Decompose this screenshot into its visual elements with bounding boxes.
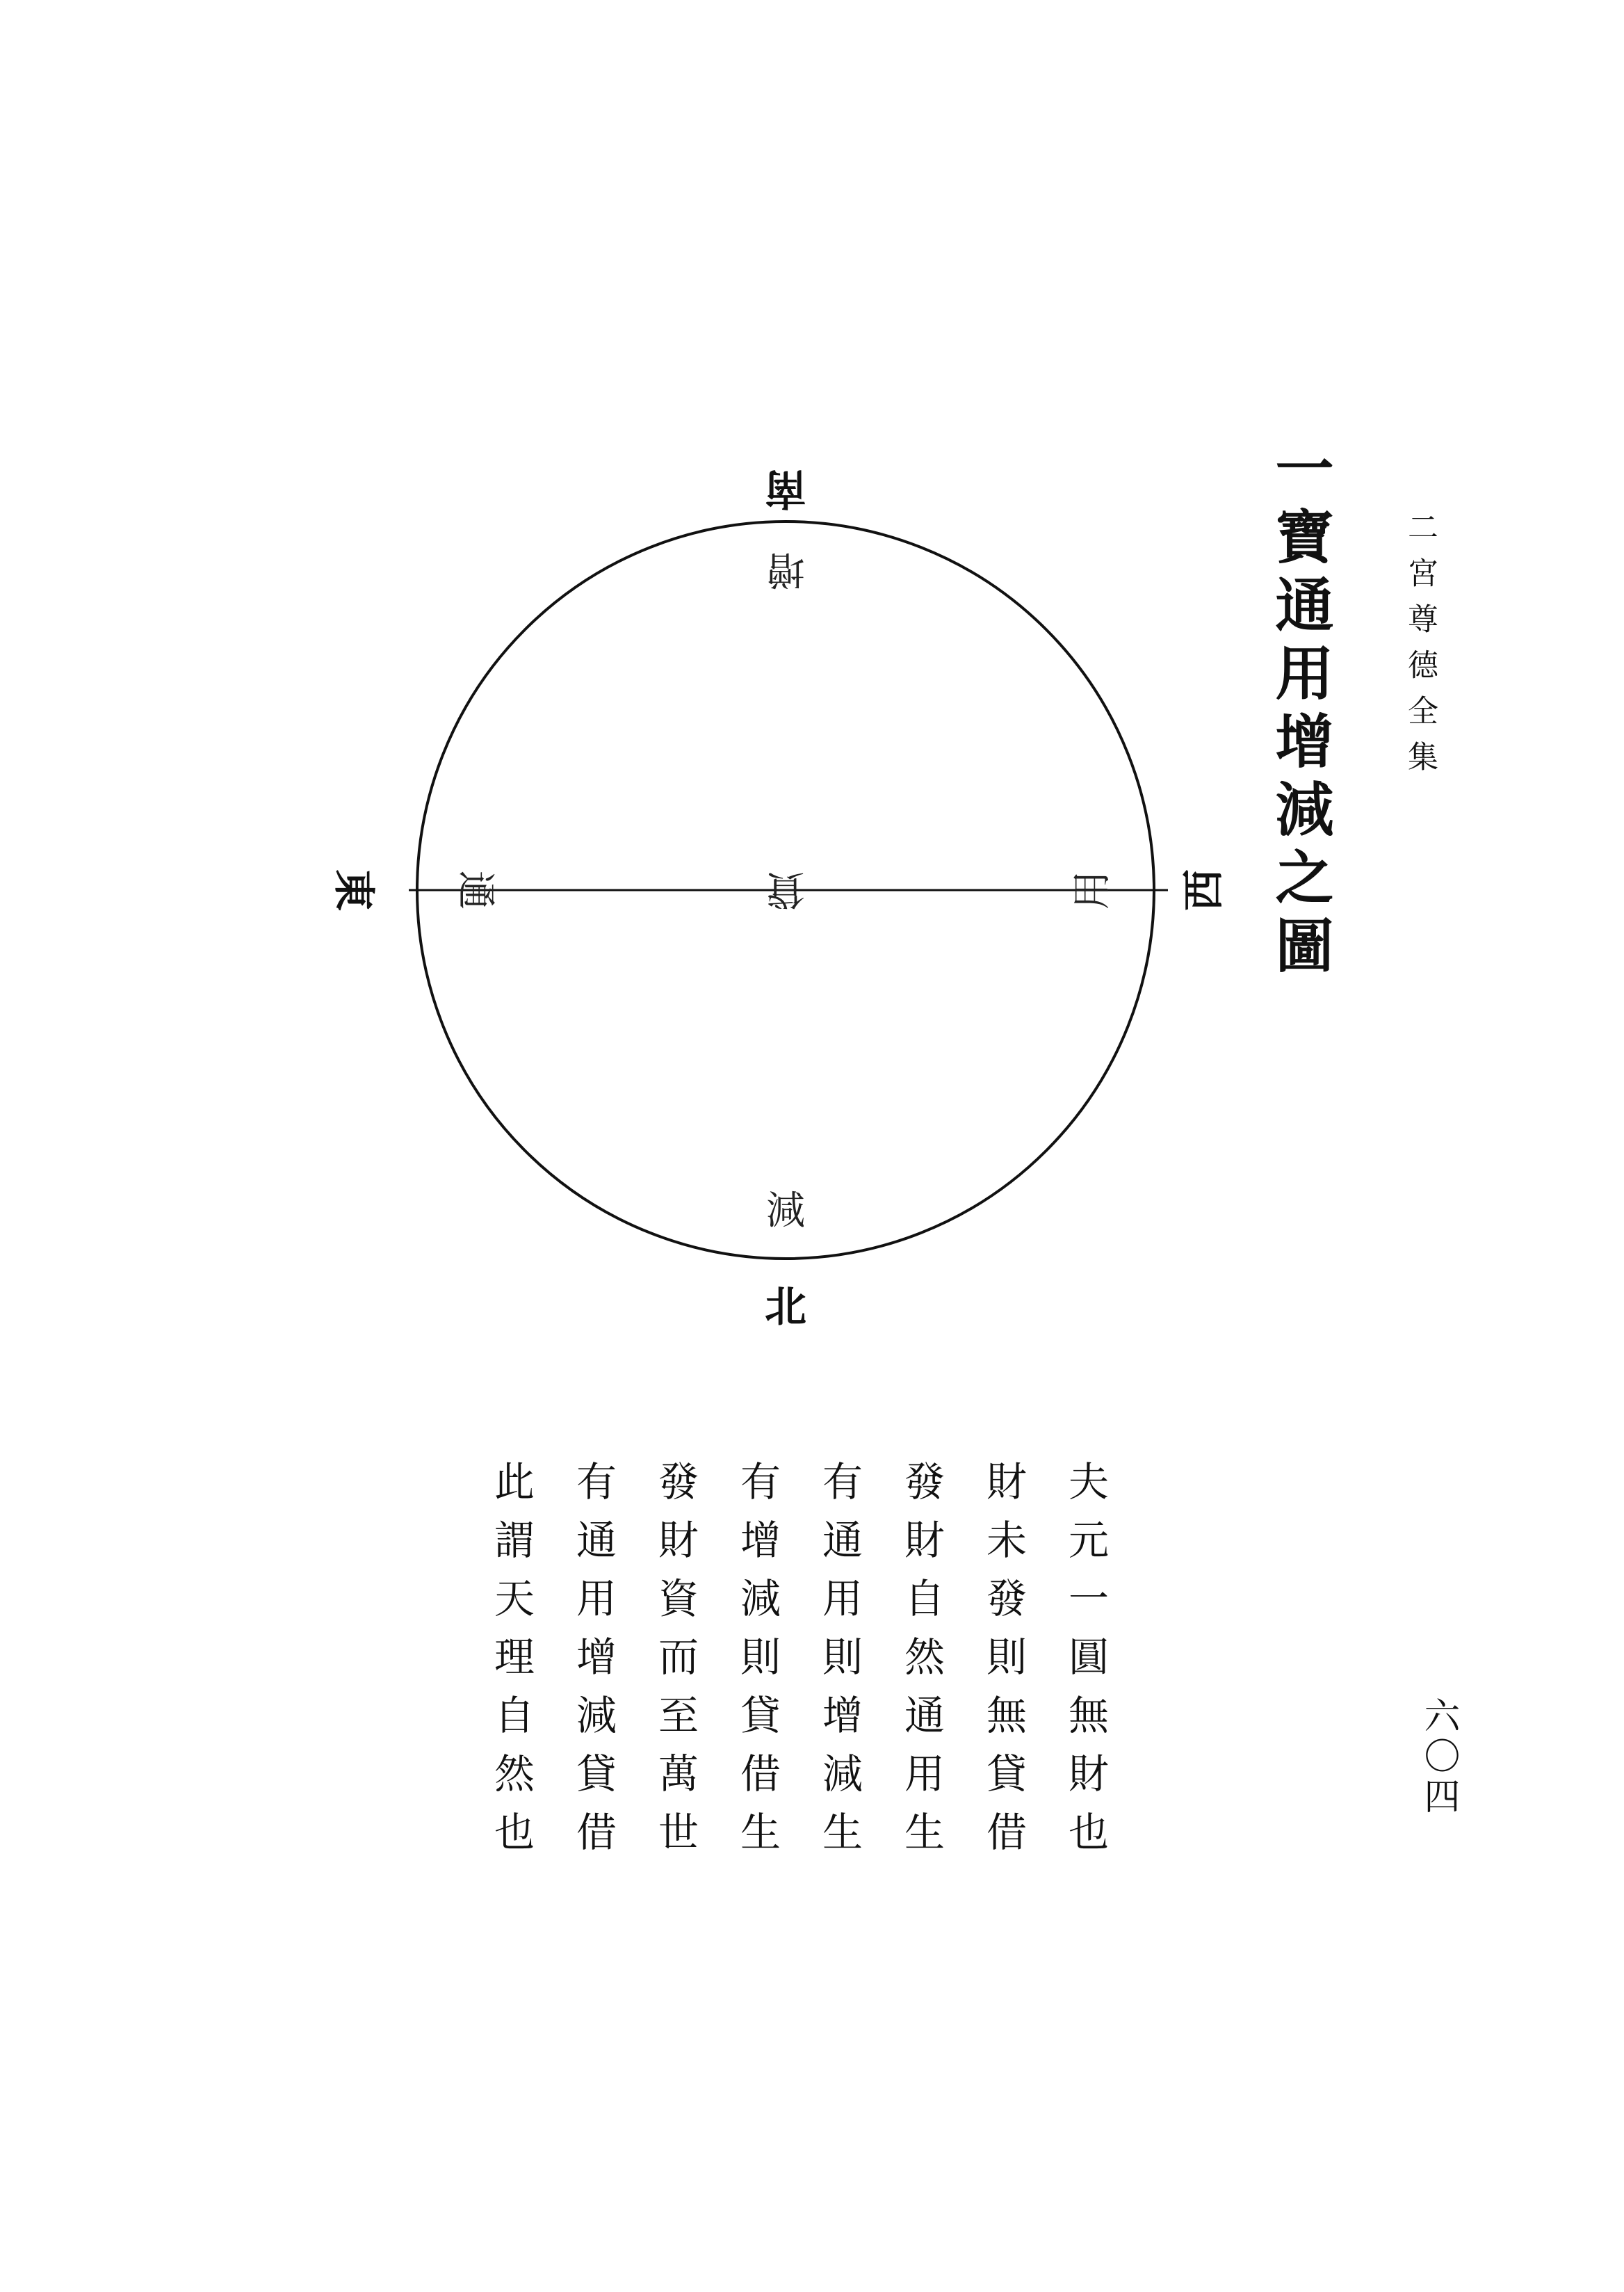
body-line: 有通用增減貸借 [569,1460,617,1869]
body-text [466,1460,1126,1947]
inner-label-increase: 增 [766,547,805,592]
page-number: 六〇四 [1418,1697,1459,1818]
body-line: 發財資而至萬世 [651,1460,699,1869]
direction-south: 南 [765,464,806,513]
inner-label-use: 用 [1070,871,1115,910]
body-line: 有增減則貸借生 [733,1460,781,1869]
inner-label-circulate: 通 [453,871,498,910]
body-line: 財未發則無貸借 [980,1460,1027,1869]
direction-east: 東 [329,869,377,911]
body-line: 有通用則增減生 [815,1460,863,1869]
diagram-title: 一寶通用增減之圖 [1266,438,1335,983]
circle-diagram [306,410,1251,1356]
inner-label-decrease: 減 [766,1188,805,1234]
inner-label-lend: 貸 [766,866,805,912]
direction-west: 西 [1180,869,1228,911]
body-line: 發財自然通用生 [898,1460,945,1869]
direction-north: 北 [765,1283,806,1332]
running-header: 二宮尊德全集 [1402,511,1438,786]
body-line: 夫元一圓無財也 [1062,1460,1109,1869]
body-line: 此謂天理自然也 [487,1460,535,1869]
